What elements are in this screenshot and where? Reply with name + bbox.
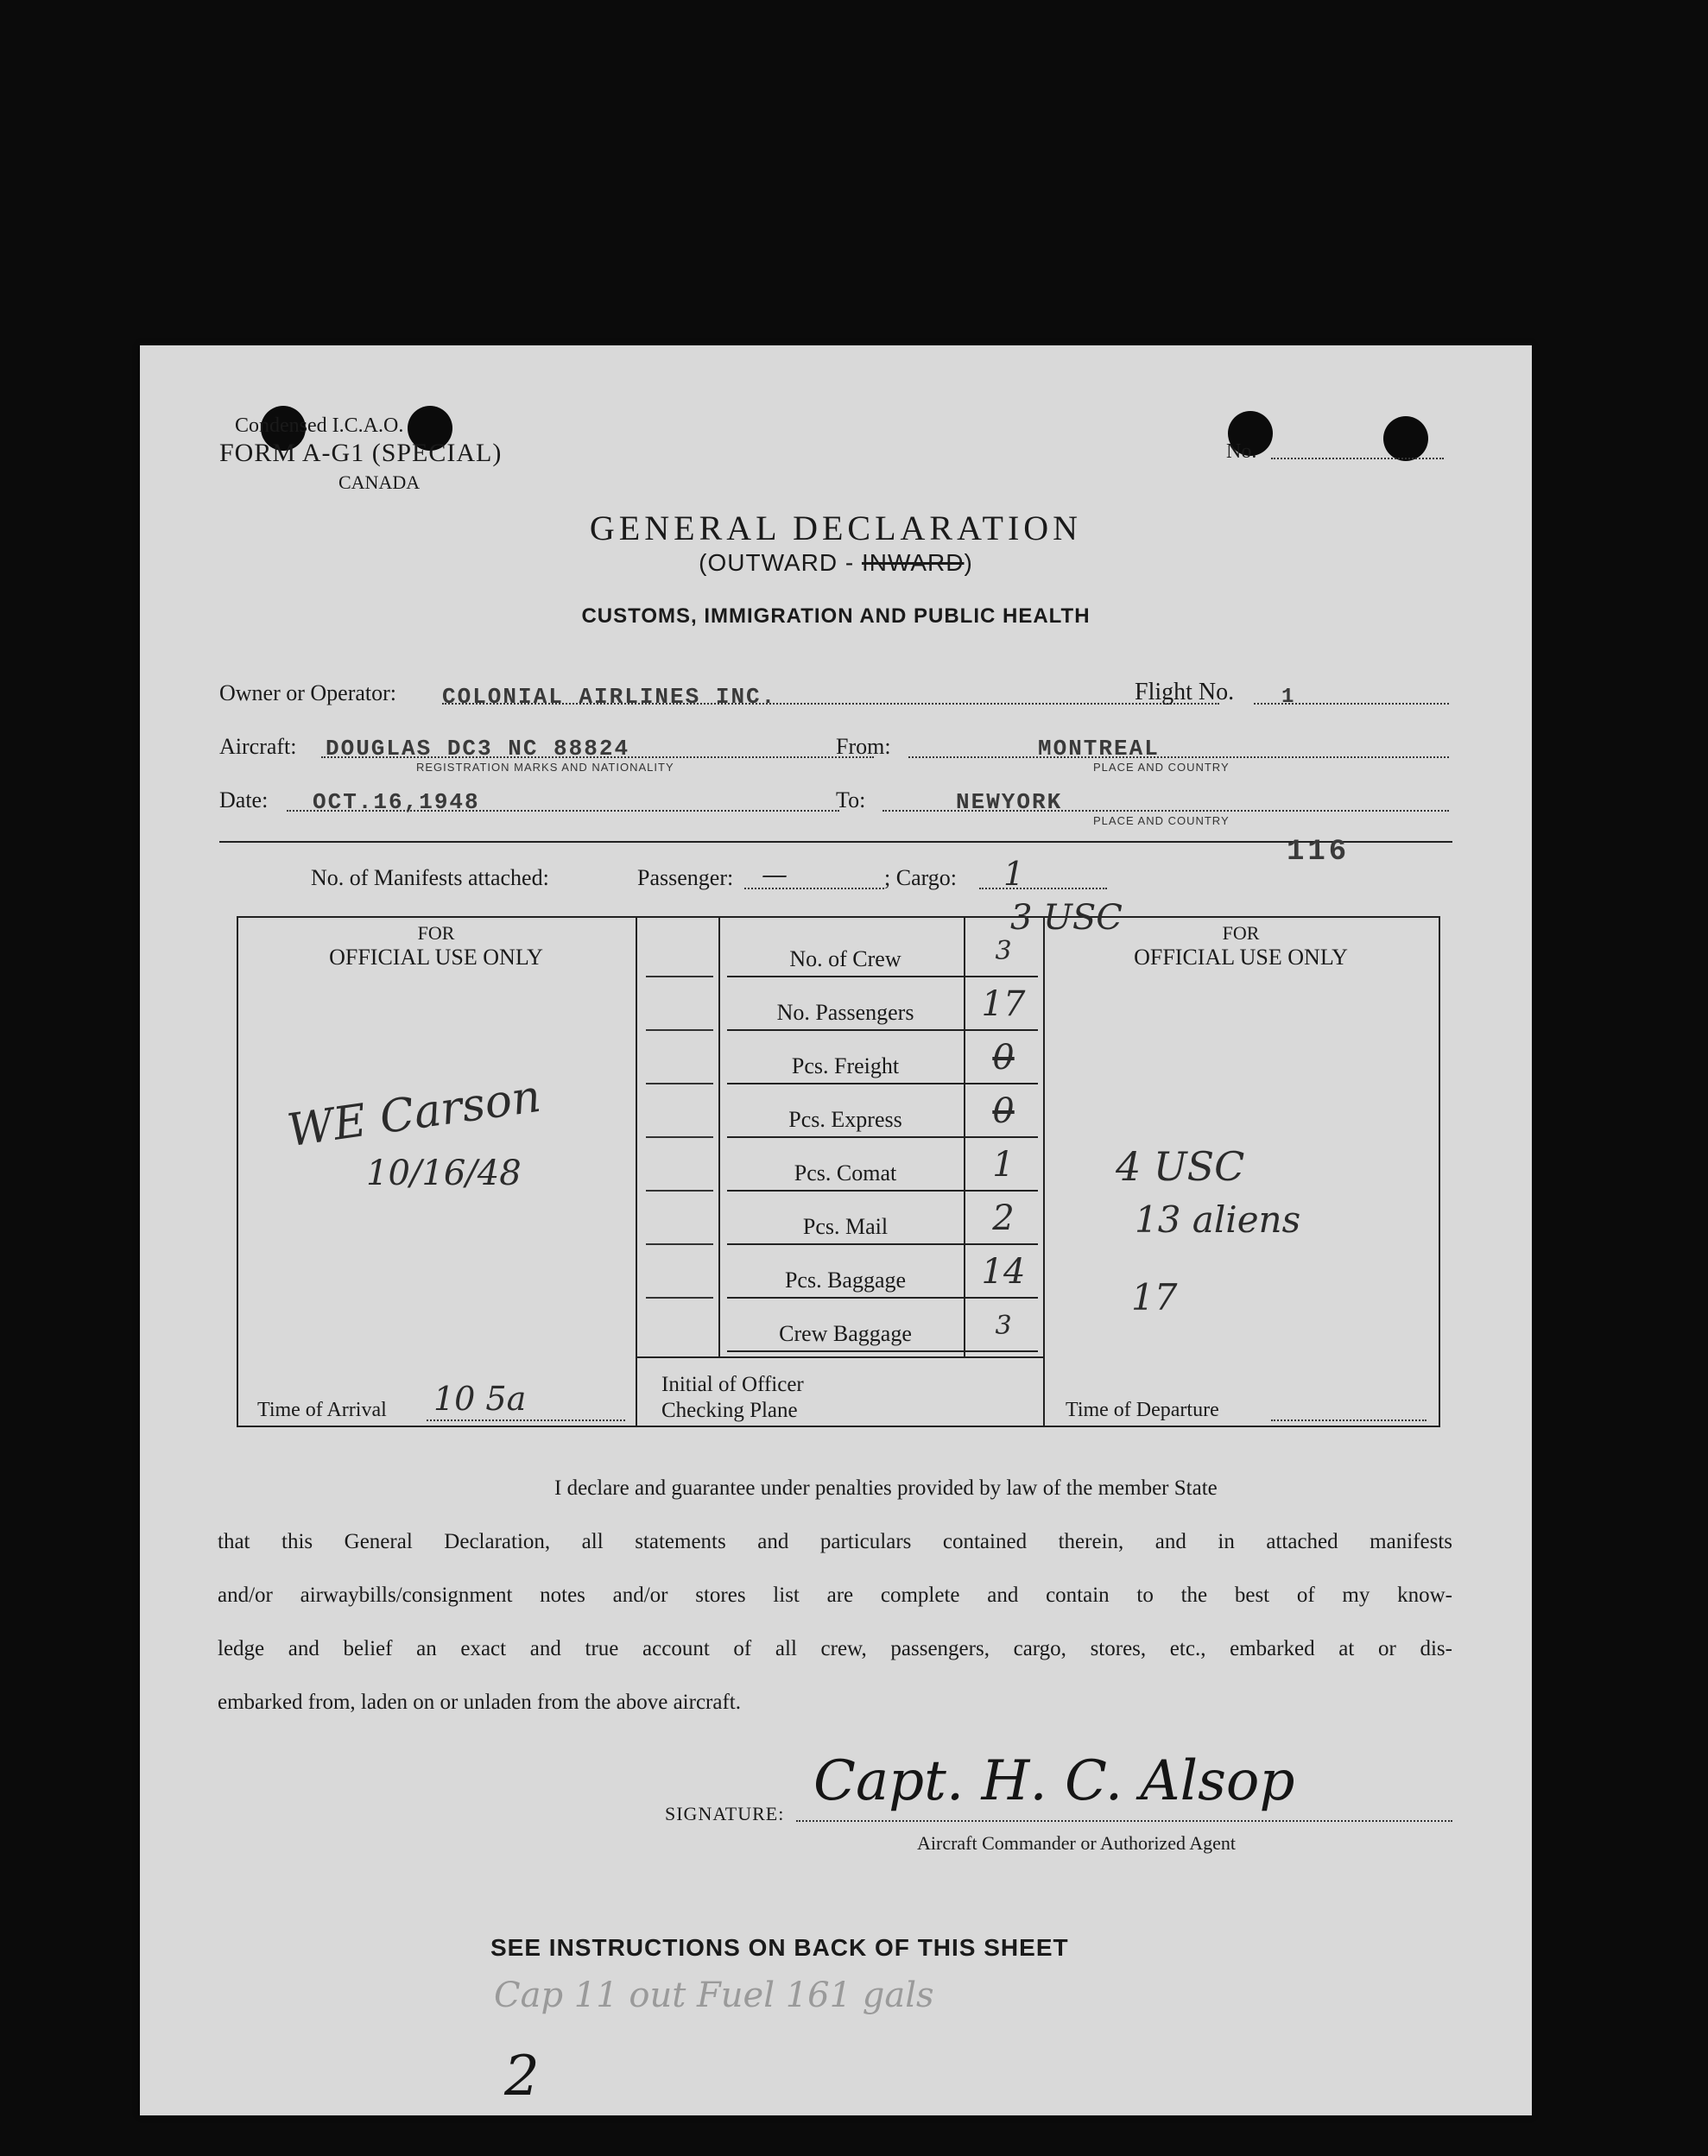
direction-inward: INWARD: [861, 549, 965, 576]
item-rule: [727, 1136, 1038, 1138]
divider-rule: [219, 841, 1452, 843]
form-line-1: Condensed I.C.A.O.: [235, 414, 404, 437]
initial-officer-label-1: Initial of Officer: [661, 1373, 804, 1396]
page-subtitle: CUSTOMS, IMMIGRATION AND PUBLIC HEALTH: [581, 604, 1091, 628]
punch-hole: [1383, 416, 1428, 461]
declaration-line: embarked from, laden on or unladen from the above aircraft.: [218, 1691, 741, 1714]
signature-line: [796, 1820, 1452, 1822]
item-label: Crew Baggage: [779, 1321, 912, 1346]
declaration-line: and/or airwaybills/consignment notes and/or stores list are complete and contain to the best of my know-: [218, 1584, 1452, 1607]
to-label: To:: [836, 787, 866, 812]
aircraft-value: DOUGLAS DC3 NC 88824: [326, 736, 630, 762]
item-rule: [727, 1083, 1038, 1084]
declaration-line: I declare and guarantee under penalties provided by law of the member State: [554, 1476, 1218, 1500]
declaration-line: ledge and belief an exact and true account of all crew, passengers, cargo, stores, etc., embarked at or dis-: [218, 1637, 1452, 1660]
left-note-date: 10/16/48: [366, 1154, 522, 1193]
item-label: No. of Crew: [789, 946, 901, 971]
item-value: 0: [992, 1091, 1015, 1131]
from-value: MONTREAL: [1038, 736, 1160, 762]
direction-outward: (OUTWARD -: [699, 549, 862, 576]
item-label: Pcs. Mail: [802, 1214, 889, 1239]
top-handwritten-note: 3 USC: [1010, 898, 1123, 938]
table-right: [1439, 916, 1440, 1427]
dash-mark: [646, 1243, 713, 1245]
instructions-footer: SEE INSTRUCTIONS ON BACK OF THIS SHEET: [490, 1934, 1069, 1961]
initial-officer-label-2: Checking Plane: [661, 1399, 798, 1422]
dash-mark: [646, 1029, 713, 1031]
table-top: [237, 916, 1439, 918]
form-line-3: CANADA: [338, 471, 421, 493]
item-label: Pcs. Express: [788, 1107, 902, 1132]
item-label: Pcs. Baggage: [784, 1268, 907, 1293]
signature-value: Capt. H. C. Alsop: [813, 1749, 1295, 1813]
flight-value: 1: [1281, 686, 1296, 709]
item-value: 17: [981, 984, 1026, 1024]
dash-mark: [646, 1297, 713, 1299]
table-divider-a: [636, 916, 637, 1427]
stamp-number: 116: [1287, 836, 1351, 869]
form-number-label: No.: [1226, 440, 1257, 463]
item-label: Pcs. Freight: [791, 1053, 900, 1078]
flight-label: Flight No.: [1135, 679, 1235, 705]
date-label: Date:: [219, 787, 269, 812]
to-caption: PLACE AND COUNTRY: [1093, 814, 1230, 827]
table-bottom: [237, 1426, 1439, 1427]
item-rule: [727, 1350, 1038, 1352]
time-of-departure-label: Time of Departure: [1066, 1399, 1219, 1421]
aircraft-label: Aircraft:: [219, 734, 297, 759]
table-left: [237, 916, 238, 1427]
owner-value: COLONIAL AIRLINES INC.: [442, 684, 777, 710]
manifests-label: No. of Manifests attached:: [311, 865, 549, 890]
item-rule: [727, 976, 1038, 977]
item-value: 3: [995, 936, 1012, 966]
item-rule: [727, 1297, 1038, 1299]
from-label: From:: [836, 734, 891, 759]
manifests-passenger-value: —: [762, 860, 788, 890]
table-mid-rule: [636, 1356, 1043, 1358]
from-line: [908, 756, 1449, 758]
dash-mark: [646, 1190, 713, 1192]
item-label: Pcs. Comat: [794, 1160, 897, 1185]
declaration-sheet: [140, 345, 1532, 2115]
from-caption: PLACE AND COUNTRY: [1093, 761, 1230, 774]
to-value: NEWYORK: [956, 789, 1063, 815]
left-for: FOR: [417, 922, 455, 944]
right-for: FOR: [1222, 922, 1260, 944]
manifests-cargo-label: ; Cargo:: [884, 865, 958, 890]
table-divider-d: [1043, 916, 1045, 1427]
signature-label: SIGNATURE:: [665, 1803, 785, 1824]
item-value: 2: [992, 1198, 1015, 1238]
date-value: OCT.16,1948: [313, 789, 480, 815]
direction-close: ): [964, 549, 973, 576]
right-official: OFFICIAL USE ONLY: [1134, 945, 1348, 970]
item-value: 14: [981, 1252, 1026, 1292]
owner-label: Owner or Operator:: [219, 680, 397, 705]
table-divider-b: [718, 916, 720, 1356]
manifests-cargo-value: 1: [1003, 855, 1025, 893]
item-value: 0: [992, 1038, 1015, 1078]
right-note-total: 17: [1131, 1276, 1178, 1318]
left-note-initials: WE Carson: [284, 1070, 544, 1158]
item-value: 3: [995, 1311, 1012, 1341]
page-title: GENERAL DECLARATION: [589, 509, 1083, 547]
item-rule: [727, 1190, 1038, 1192]
declaration-line: that this General Declaration, all statements and particulars contained therein, and in attached manifests: [218, 1530, 1452, 1553]
right-note-aliens: 13 aliens: [1135, 1198, 1301, 1241]
right-note-usc: 4 USC: [1116, 1143, 1245, 1190]
dash-mark: [646, 1083, 713, 1084]
form-number-line: [1271, 458, 1444, 459]
manifests-passenger-label: Passenger:: [637, 865, 734, 890]
dash-mark: [646, 976, 713, 977]
item-rule: [727, 1029, 1038, 1031]
direction-line: [140, 549, 1532, 577]
footer-page-mark: 2: [504, 2045, 540, 2109]
form-line-2: FORM A-G1 (SPECIAL): [219, 439, 503, 467]
time-of-departure-line: [1271, 1419, 1426, 1421]
item-rule: [727, 1243, 1038, 1245]
dash-mark: [646, 1136, 713, 1138]
item-value: 1: [992, 1145, 1015, 1185]
time-of-arrival-value: 10 5a: [433, 1380, 527, 1418]
item-label: No. Passengers: [776, 1000, 914, 1025]
manifests-cargo-line: [979, 888, 1107, 889]
footer-handwritten-note: Cap 11 out Fuel 161 gals: [494, 1976, 934, 2015]
time-of-arrival-label: Time of Arrival: [257, 1399, 387, 1421]
time-of-arrival-line: [427, 1419, 625, 1421]
left-official: OFFICIAL USE ONLY: [329, 945, 543, 970]
signature-caption: Aircraft Commander or Authorized Agent: [917, 1832, 1237, 1854]
aircraft-caption: REGISTRATION MARKS AND NATIONALITY: [416, 761, 674, 774]
